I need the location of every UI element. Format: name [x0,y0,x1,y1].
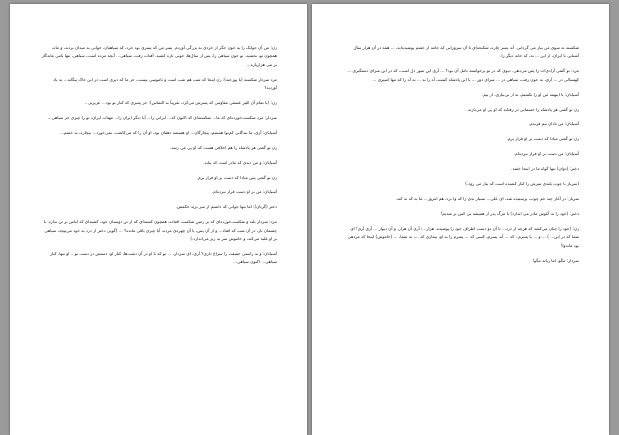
paragraph: (سرباز با چوب بلندی سرش را کنار کشیده است که بیاز می رود.) [465,181,579,187]
paragraph: زن: من آن جوانک را به خون جگر از خردی به بزرگی آوردم. پسر من که پسری بود خرد، که سپاهیان، خوانی به میدان بردند، و ماه، همچون تو، نخشید. تو خون سیاهی را، پس از سال‌ها، خونی تازه کشید. آفتاب رفت، سیاهی... آنچه مرده است، سیاهی، تنها نامی ماندگار بر تنی هزارپاره... [41,45,277,67]
paragraph: زن تو گفتی هر پادشاه را هم اخلاقی هست که او پی می رسد. [169,144,277,150]
left-page-text-column [40,44,277,429]
right-page [312,4,609,435]
paragraph: سرباز: در آغاز چند خم چوب، پرستیده شد، ای علی... بسیار بدی را که وا برد، هم امروز... ما به که نه کند. [395,195,579,201]
paragraph: آسیابان: با اینهمه من او را نکشتم، نه از بی‌نیازی، از بیم. [481,91,579,97]
paragraph: مرد: تو گفتی آزادی‌ات را پس می‌دهی. دیوی که در تو برخواسته تامل آن بود؟ ... آری این سوز دل است، که در این سرای دستگیری ... کهنسالی در ... آری، به خون رفت، سیاهی در ... سرای دور ... با این پادشاه کیست آه را بد ... نه آه را که تنها اسیری ... [347,68,579,82]
paragraph: زن: (خود را چنان می‌کشد که هرچه از درد... با آن دو دست اطراف خود را پوشیده، هزار...؛ آری آن هزار، و آن دیوار ... آری آری! ای شما که در این... ) ... و ... با پسرم.. که ... آه، پسرم، کسی که ... پسرم را به او، بیماری که ...، به شما، ... (خاموش) اینجا که مردهی بود ماندوا! [347,225,579,248]
paragraph: زن تو گفتی پس مبادا که دست بر او فراز برم. [196,174,277,180]
right-page-text-column [342,44,579,429]
paragraph: آسیابان: آری، ما بندگانی کم‌نوا هستیم، بیچارگان... او همیشه دهقان بود، او آن را که می‌کاشت، نمی‌خورد... بیچاره، به خشم... [59,129,277,135]
paragraph: شکسته به سوی من بیاز می گردانی. آه، پسر چاره، شکنجه‌ای تا آن سرورانی که جامه از خشم پوشیده‌اید، ... همه در آن هزار سال آشنایی با ایران، از این ... نه، که خانه دیگر را. [353,45,579,59]
left-page [10,4,307,435]
paragraph: زن تو گفتی هر پادشاه را خسمانی در رفتابه که او پی او می‌تازند. [466,106,579,112]
paragraph: مرد: سردار بلند و شکست‌خورده‌ای که بر زمینِ شکست افتاده، همچون کشته‌ای که از تن دوستان خود، کشته‌ای که لباس بر تن ندارد، با چشمان باز، در آن شب که افتاد... و از آن پس، با آن چهره‌ی مرده، آیا چیزی باقی مانده؟ ... (گویی دختر از درد به خود می‌پیچد، سیاهی بر او غلبه می‌کند، و خاموش سر به زیر می‌اندازد.) [43,219,277,242]
paragraph: آسیابان: و من دیدی که مادر است که بیاید. [203,159,277,165]
paragraph: مرد سردار شکسته (با پوزخند): زن اینجا که شب هم شب است و ناموسی نیست، جز ما که دیری است در این خاک بیگانه... به یاد آوردید؟ [53,76,277,91]
paragraph: زن تو گفتی مبادا که دست بر او فراز برم. [506,136,579,142]
paragraph: سردار: مگو، اما زبانه مگو! [532,257,579,263]
paragraph: دختر (گریان): اما تنها جوانی که داشتم از سر برید حکمش. [175,204,277,210]
paragraph: آسیابان: من نادان بیم فرندم. [528,121,579,127]
paragraph: دختر: (دوان) تنها گواه ما در اینجا خفته. [511,166,579,172]
paragraph: دختر: (خود را به آغوش مادر می اندازد) با مرگ پدر از همیشه بی کس تر شدیم! [440,210,579,216]
paragraph: سردار: مرد شکست‌خورده‌ای که ما... شکسته‌ای که اکنون که... ایرانی را... آیا دیگر ایران را... مهتاب ایران، تو را چیزی جز سیاهی... [47,114,277,120]
paragraph: زن: (با تمام آن الفِر عشقی مقاومی که پسرش می‌کرد، تقریباً به التماس): جز پسری که کنار تو بود... عزیزتر... [84,100,277,106]
paragraph: آسیابان: و به‌ راستی حقیقت را سراغ داری؟ آری، ای سردار، ... تو که با او در آن دشت‌ها، کنار او، دستش در دست تو... او تنها، کنار سیاهی... اکنون سیاهی... [50,251,277,265]
paragraph: آسیابان: من بر او دست فراز نبرده‌ام. [211,189,277,195]
paragraph: آسیابان: من دست بر او فراز نبرده‌ام. [513,151,579,157]
